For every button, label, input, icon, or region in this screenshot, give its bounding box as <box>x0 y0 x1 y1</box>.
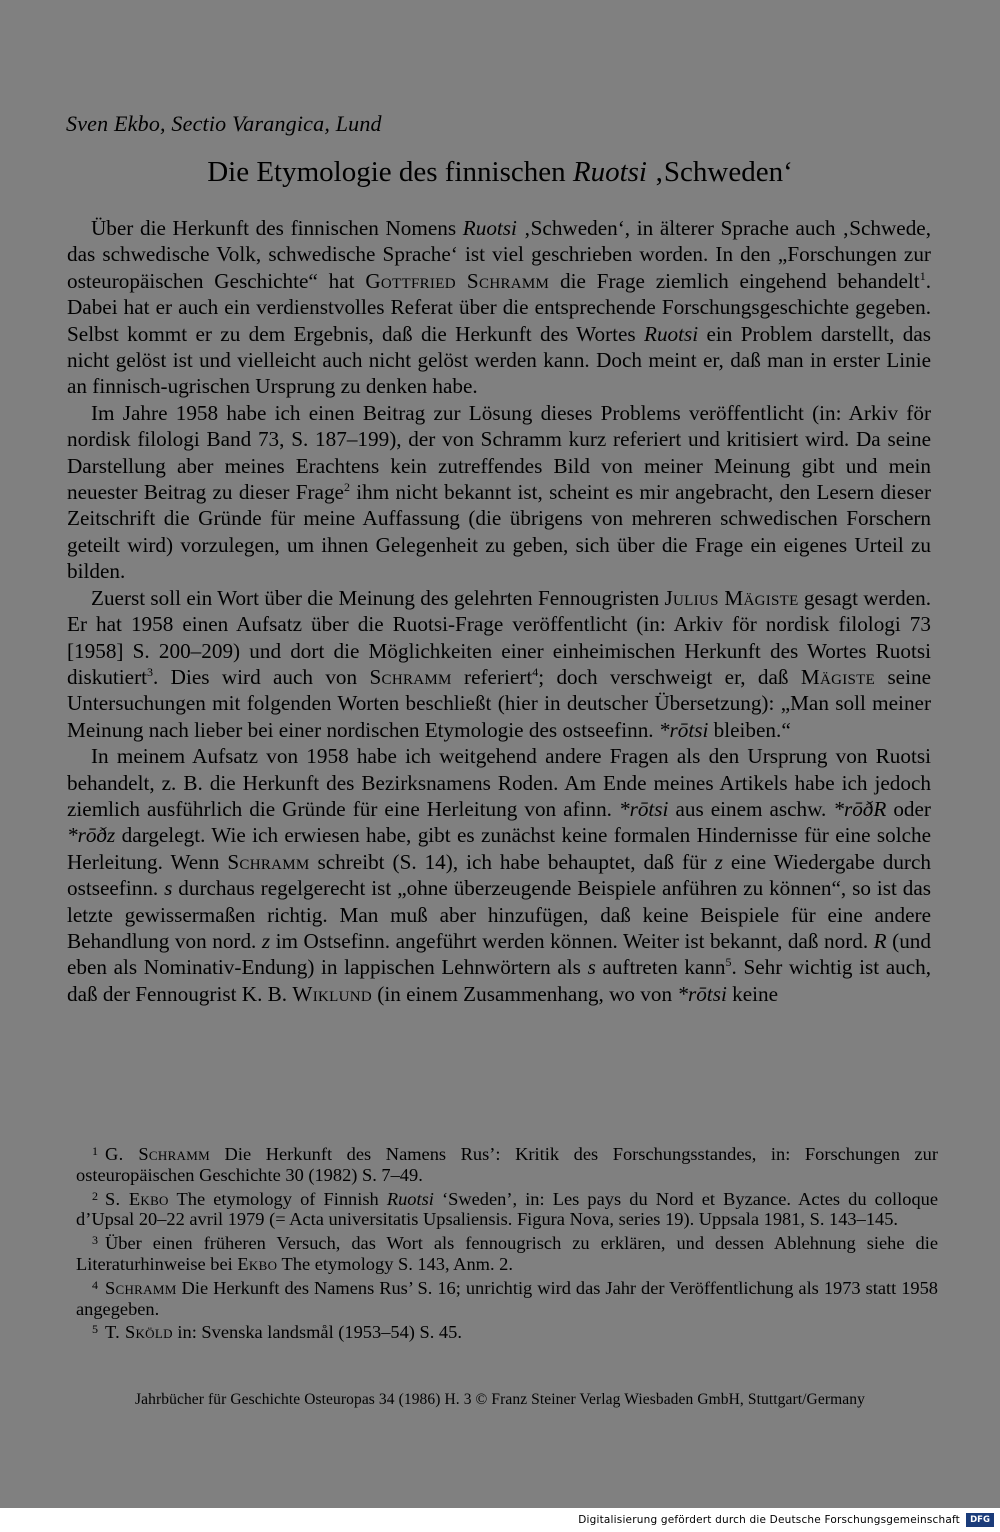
author-name: Schramm <box>105 1277 177 1298</box>
footnote-5 <box>76 1319 938 1343</box>
author-name: Julius Mägiste <box>664 585 799 610</box>
italic-term: z <box>261 928 271 953</box>
text-run: aus einem aschw. <box>668 796 834 821</box>
author-name: Mägiste <box>800 664 876 689</box>
title-text-part1: Die Etymologie des finnischen <box>207 156 573 188</box>
text-run: Im Jahre 1958 habe ich einen Beitrag zur Lösung dieses Problems veröffentlicht (in: Arkiv för nordisk filologi Band 73, S. 187–199), der von Schramm kurz referiert und kritisiert wird. Da seine Darstellung aber meines Erachtens kein zutreffendes Bild von meiner Meinung gibt und mein neuester Beitrag zu dieser Frage <box>67 400 931 505</box>
footnote-text: Über einen früheren Versuch, das Wort als fennougrisch zu erklären, und dessen Ablehnung siehe die Literaturhinweise bei <box>76 1233 938 1274</box>
italic-term: s <box>587 955 596 980</box>
footnote-text: Die Herkunft des Namens Rus’: Kritik des Forschungsstandes, in: Forschungen zur osteuropäischen Geschichte 30 (1982) S. 7–49. <box>76 1144 938 1185</box>
italic-term: *rōðz <box>67 823 116 848</box>
footnote-text: in: Svenska landsmål (1953–54) S. 45. <box>172 1322 462 1343</box>
author-name: Ekbo <box>237 1253 278 1274</box>
text-run: ‚Schweden‘, in älterer Sprache auch ‚Schwede, das schwedische Volk, schwedische Sprache‘ ist viel geschrieben worden. In den „Forschungen zur osteuropäischen Geschichte“ hat <box>67 216 932 293</box>
text-run: (in einem Zusammenhang, wo von <box>371 981 678 1006</box>
footnote-4 <box>76 1275 938 1320</box>
paragraph-2 <box>67 400 931 585</box>
footnote-ref: 3 <box>147 664 154 679</box>
author-name: G. Schramm <box>105 1144 210 1164</box>
text-run: bleiben.“ <box>708 717 791 742</box>
text-run: Über die Herkunft des finnischen Nomens <box>91 216 463 240</box>
author-name: Schramm <box>369 664 452 689</box>
text-run: die Frage ziemlich eingehend behandelt <box>549 268 920 293</box>
italic-term: z <box>714 849 723 874</box>
text-run: ; doch verschweigt er, daß <box>538 664 801 689</box>
paragraph-4 <box>67 743 931 1007</box>
article-body <box>67 215 931 1007</box>
italic-term: R <box>873 928 887 953</box>
footnote-text: Die Herkunft des Namens Rus’ S. 16; unrichtig wird das Jahr der Veröffentlichung als 1973 statt 1958 angegeben. <box>76 1277 938 1319</box>
footnote-3 <box>76 1230 938 1275</box>
footnotes <box>76 1141 938 1343</box>
italic-term: *rōtsi <box>658 717 709 742</box>
italic-term: *rōtsi <box>618 796 669 821</box>
author-name: Gottfried Schramm <box>365 268 550 293</box>
text-run: eine Wiedergabe durch ostseefinn. <box>67 849 931 901</box>
author-name: T. Sköld <box>105 1322 173 1343</box>
text-run: . Sehr wichtig ist auch, daß der Fennougrist K. B. <box>67 955 931 1006</box>
text-run: im Ostsefinn. angeführt werden können. Weiter ist bekannt, daß nord. <box>270 928 874 953</box>
text-run: durchaus regelgerecht ist „ohne überzeugende Beispiele anführen zu können“, so ist das letzte gewissermaßen richtig. Man muß aber hinzufügen, daß keine Beispiele für eine andere Behandlung von nord. <box>67 876 931 953</box>
italic-term: s <box>164 876 173 901</box>
footnote-text: The etymology of Finnish <box>168 1188 387 1209</box>
footnote-text: ‘Sweden’, in: Les pays du Nord et Byzance. Actes du colloque d’Upsal 20–22 avril 1979 (= Acta universitatis Upsaliensis. Figura Nova, series 19). Uppsala 1981, S. 143–145. <box>76 1188 938 1230</box>
footnote-ref: 4 <box>532 664 539 679</box>
text-run: Zuerst soll ein Wort über die Meinung des gelehrten Fennougristen <box>91 585 665 610</box>
dfg-funding-bar <box>0 1508 1000 1532</box>
text-run: auftreten kann <box>595 955 726 980</box>
text-run: (und eben als Nominativ-Endung) in lappischen Lehnwörtern als <box>67 928 931 980</box>
footnote-2 <box>76 1186 938 1231</box>
footnote-number: 3 <box>92 1233 98 1248</box>
footnote-ref: 2 <box>343 480 350 495</box>
text-run: . Dabei hat er auch ein verdienstvolles Referat über die entsprechende Forschungsgeschichte gegeben. Selbst kommt er zu dem Ergebnis, daß die Herkunft des Wortes <box>67 268 931 346</box>
text-run: gesagt werden. Er hat 1958 einen Aufsatz über die Ruotsi-Frage veröffentlicht (in: Arkiv för nordisk filologi 73 [1958] S. 200–209) und dort die Möglichkeiten einer einheimischen Herkunft des Wortes Ruotsi diskutiert <box>67 585 931 689</box>
article-title <box>0 156 1000 189</box>
italic-term: *rōtsi <box>677 981 727 1006</box>
text-run: ihm nicht bekannt ist, scheint es mir angebracht, den Lesern dieser Zeitschrift die Gründe für meine Auffassung (die übrigens von mehreren schwedischen Forschern geteilt wird) vorzulegen, um ihnen Gelegenheit zu geben, sich über die Frage ein eigenes Urteil zu bilden. <box>67 480 932 584</box>
text-run: seine Untersuchungen mit folgenden Worten beschließt (hier in deutscher Übersetzung): „Man soll meiner Meinung nach lieber bei einer nordischen Etymologie des ostseefinn. <box>67 664 931 742</box>
text-run: referiert <box>451 664 533 689</box>
text-run: . Dies wird auch von <box>153 664 370 689</box>
footnote-ref: 5 <box>725 955 732 970</box>
author-name: Schramm <box>227 849 310 874</box>
author-line: Sven Ekbo, Sectio Varangica, Lund <box>66 111 382 136</box>
text-run: schreibt (S. 14), ich habe behauptet, daß für <box>309 849 715 874</box>
text-run: dargelegt. Wie ich erwiesen habe, gibt es zunächst keine formalen Hindernisse für eine solche Herleitung. Wenn <box>67 823 931 874</box>
text-run: ein Problem darstellt, das nicht gelöst ist und vielleicht auch nicht gelöst werden kann. Doch meint er, daß man in erster Linie an finnisch-ugrischen Ursprung zu denken habe. <box>67 321 931 399</box>
footnote-ref: 1 <box>919 268 926 283</box>
title-text-part2: ‚Schweden‘ <box>647 156 793 188</box>
footnote-text: The etymology S. 143, Anm. 2. <box>277 1253 513 1274</box>
text-run: In meinem Aufsatz von 1958 habe ich weitgehend andere Fragen als den Ursprung von Ruotsi behandelt, z. B. die Herkunft des Bezirksnamens Roden. Am Ende meines Artikels habe ich jedoch ziemlich ausführlich die Gründe für eine Herleitung von afinn. <box>67 744 931 821</box>
paragraph-1 <box>67 215 931 400</box>
italic-term: Ruotsi <box>644 321 699 346</box>
italic-term: Ruotsi <box>386 1188 434 1209</box>
dfg-logo-icon: DFG <box>966 1513 994 1527</box>
footnote-number: 1 <box>92 1144 98 1158</box>
title-text-italic: Ruotsi <box>572 156 647 188</box>
author-name: Wiklund <box>292 981 372 1006</box>
author-name: S. Ekbo <box>105 1188 169 1209</box>
footnote-number: 4 <box>92 1277 98 1292</box>
italic-term: Ruotsi <box>462 216 517 240</box>
dfg-funding-text: Digitalisierung gefördert durch die Deutsche Forschungsgemeinschaft <box>578 1514 960 1526</box>
paragraph-3 <box>67 585 931 743</box>
footnote-number: 2 <box>92 1188 98 1203</box>
footnote-number: 5 <box>92 1322 98 1337</box>
footnote-1 <box>76 1141 938 1186</box>
text-run: oder <box>886 796 931 821</box>
italic-term: *rōðR <box>833 796 887 821</box>
journal-footer: Jahrbücher für Geschichte Osteuropas 34 (1986) H. 3 © Franz Steiner Verlag Wiesbaden GmbH, Stuttgart/Germany <box>135 1391 865 1408</box>
text-run: keine <box>726 981 779 1006</box>
